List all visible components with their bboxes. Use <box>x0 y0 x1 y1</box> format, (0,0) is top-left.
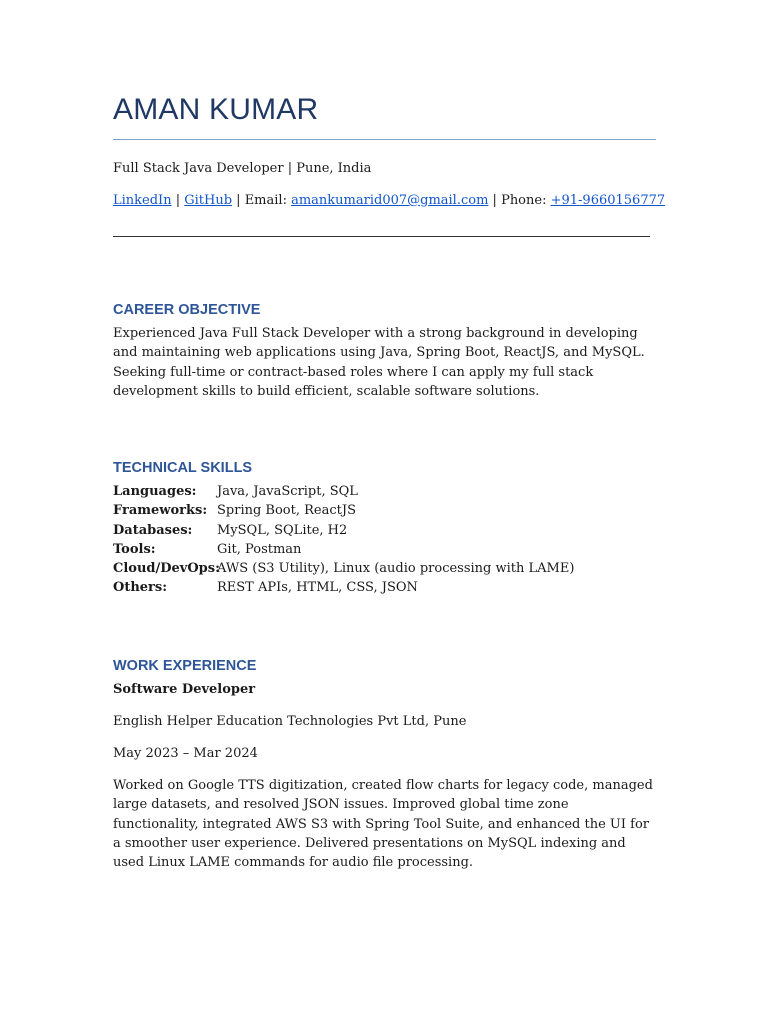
skill-label: Databases: <box>113 522 193 538</box>
employment-dates: May 2023 – Mar 2024 <box>113 746 258 761</box>
email-link[interactable]: amankumarid007@gmail.com <box>291 193 489 208</box>
skill-row-others <box>113 578 658 597</box>
career-objective-heading: CAREER OBJECTIVE <box>113 302 261 318</box>
section-divider <box>113 236 650 237</box>
skill-row-databases <box>113 521 658 540</box>
skill-value: REST APIs, HTML, CSS, JSON <box>217 580 418 596</box>
skill-row-languages <box>113 482 658 501</box>
contact-separator: | <box>171 193 185 208</box>
skill-label: Languages: <box>113 484 197 499</box>
name-underline <box>113 139 656 140</box>
skill-value: Git, Postman <box>217 541 302 557</box>
email-label: | Email: <box>232 193 292 208</box>
skill-value: AWS (S3 Utility), Linux (audio processing with LAME) <box>217 561 575 577</box>
skill-value: Spring Boot, ReactJS <box>217 503 356 519</box>
company-name: English Helper Education Technologies Pvt Ltd, Pune <box>113 714 467 729</box>
phone-label: | Phone: <box>488 193 551 208</box>
skill-row-frameworks <box>113 501 658 520</box>
candidate-name: AMAN KUMAR <box>113 93 319 126</box>
job-description: Worked on Google TTS digitization, created flow charts for legacy code, managed large datasets, and resolved JSON issues. Improved global time zone functionality, integrated AWS S3 with Spring Tool Suite, and enhanced the UI for a smoother user experience. Delivered presentations on MySQL indexing and used Linux LAME commands for audio file processing. <box>113 778 653 871</box>
skill-label: Others: <box>113 580 168 596</box>
skill-value: Java, JavaScript, SQL <box>217 484 358 499</box>
skill-row-tools <box>113 540 658 559</box>
skill-label: Tools: <box>113 541 156 557</box>
phone-link[interactable]: +91-9660156777 <box>550 193 666 208</box>
job-title: Software Developer <box>113 682 256 697</box>
skill-row-cloud-devops <box>113 559 658 578</box>
contact-line <box>113 191 665 210</box>
career-objective-text: Experienced Java Full Stack Developer with a strong background in developing and maintaining web applications using Java, Spring Boot, ReactJS, and MySQL. Seeking full-time or contract-based roles where I can apply my full stack development skills to build efficient, scalable software solutions. <box>113 326 645 399</box>
skill-label: Cloud/DevOps: <box>113 561 220 577</box>
linkedin-link[interactable]: LinkedIn <box>113 193 172 208</box>
technical-skills-heading: TECHNICAL SKILLS <box>113 460 253 476</box>
work-experience-heading: WORK EXPERIENCE <box>113 658 257 674</box>
github-link[interactable]: GitHub <box>184 193 233 208</box>
job-subtitle: Full Stack Java Developer | Pune, India <box>113 161 372 176</box>
skill-label: Frameworks: <box>113 503 208 519</box>
skill-value: MySQL, SQLite, H2 <box>217 522 348 538</box>
skills-list <box>113 482 658 598</box>
